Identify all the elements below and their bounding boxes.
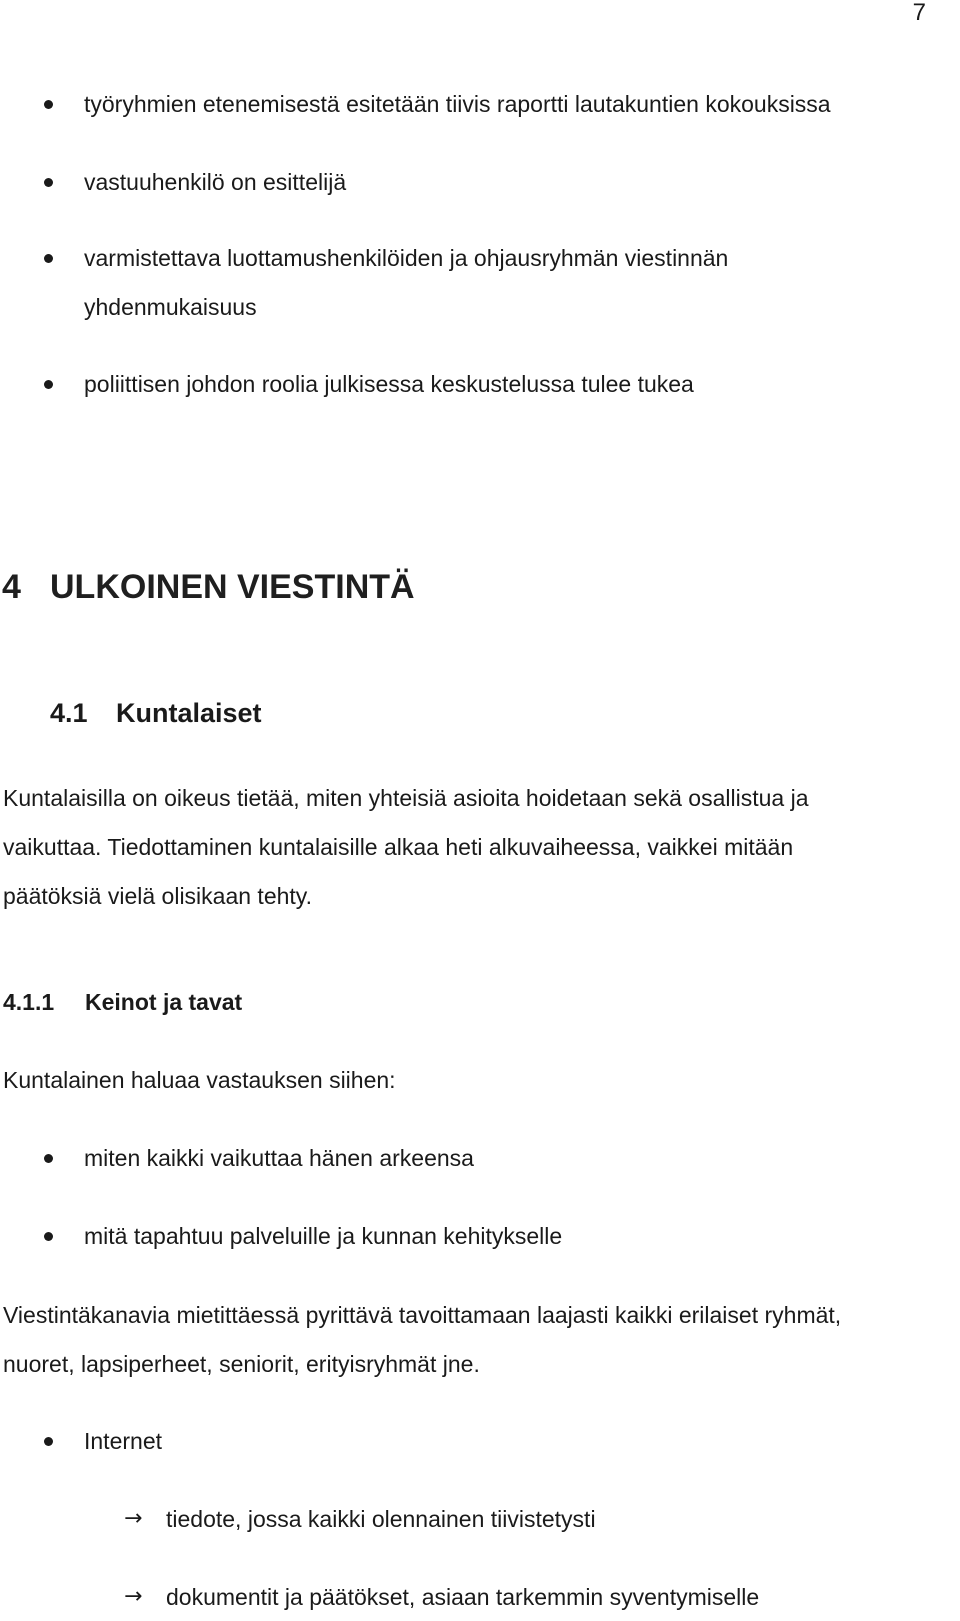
heading-title: Kuntalaiset (116, 698, 262, 728)
page-number: 7 (912, 0, 926, 26)
list-item: vastuuhenkilö on esittelijä (84, 169, 347, 195)
sub-list-item: dokumentit ja päätökset, asiaan tarkemmin syventymiselle (166, 1584, 760, 1610)
list-item: työryhmien etenemisestä esitetään tiivis raportti lautakuntien kokouksissa (84, 91, 831, 117)
paragraph-line: päätöksiä vielä olisikaan tehty. (3, 883, 312, 909)
list-item: varmistettava luottamushenkilöiden ja ohjausryhmän viestinnän (84, 245, 729, 271)
heading-number: 4 (2, 568, 21, 606)
bullet-dot-icon (44, 1154, 53, 1163)
paragraph-line: vaikuttaa. Tiedottaminen kuntalaisille alkaa heti alkuvaiheessa, vaikkei mitään (3, 834, 794, 860)
section-heading-1 (2, 567, 415, 607)
heading-number: 4.1 (50, 698, 88, 728)
sub-list-item: tiedote, jossa kaikki olennainen tiivistetysti (166, 1506, 596, 1532)
section-heading-2 (50, 697, 262, 729)
arrow-right-icon: → (124, 1506, 143, 1531)
section-heading-3 (3, 988, 242, 1016)
bullet-dot-icon (44, 1232, 53, 1241)
list-item: poliittisen johdon roolia julkisessa keskustelussa tulee tukea (84, 371, 694, 397)
paragraph-line: nuoret, lapsiperheet, seniorit, erityisryhmät jne. (3, 1351, 480, 1377)
bullet-dot-icon (44, 380, 53, 389)
heading-number: 4.1.1 (3, 989, 55, 1015)
bullet-dot-icon (44, 178, 53, 187)
arrow-right-icon: → (124, 1584, 143, 1609)
heading-title: Keinot ja tavat (85, 989, 243, 1015)
list-item: mitä tapahtuu palveluille ja kunnan kehitykselle (84, 1223, 563, 1249)
list-item-continuation: yhdenmukaisuus (84, 294, 257, 320)
bullet-dot-icon (44, 100, 53, 109)
heading-title: ULKOINEN VIESTINTÄ (50, 568, 415, 606)
list-item-internet: Internet (84, 1428, 162, 1454)
bullet-dot-icon (44, 254, 53, 263)
paragraph-line: Kuntalaisilla on oikeus tietää, miten yhteisiä asioita hoidetaan sekä osallistua ja (3, 785, 809, 811)
intro-line: Kuntalainen haluaa vastauksen siihen: (3, 1067, 396, 1093)
paragraph-line: Viestintäkanavia mietittäessä pyrittävä tavoittamaan laajasti kaikki erilaiset ryhmät, (3, 1302, 842, 1328)
bullet-dot-icon (44, 1437, 53, 1446)
list-item: miten kaikki vaikuttaa hänen arkeensa (84, 1145, 474, 1171)
